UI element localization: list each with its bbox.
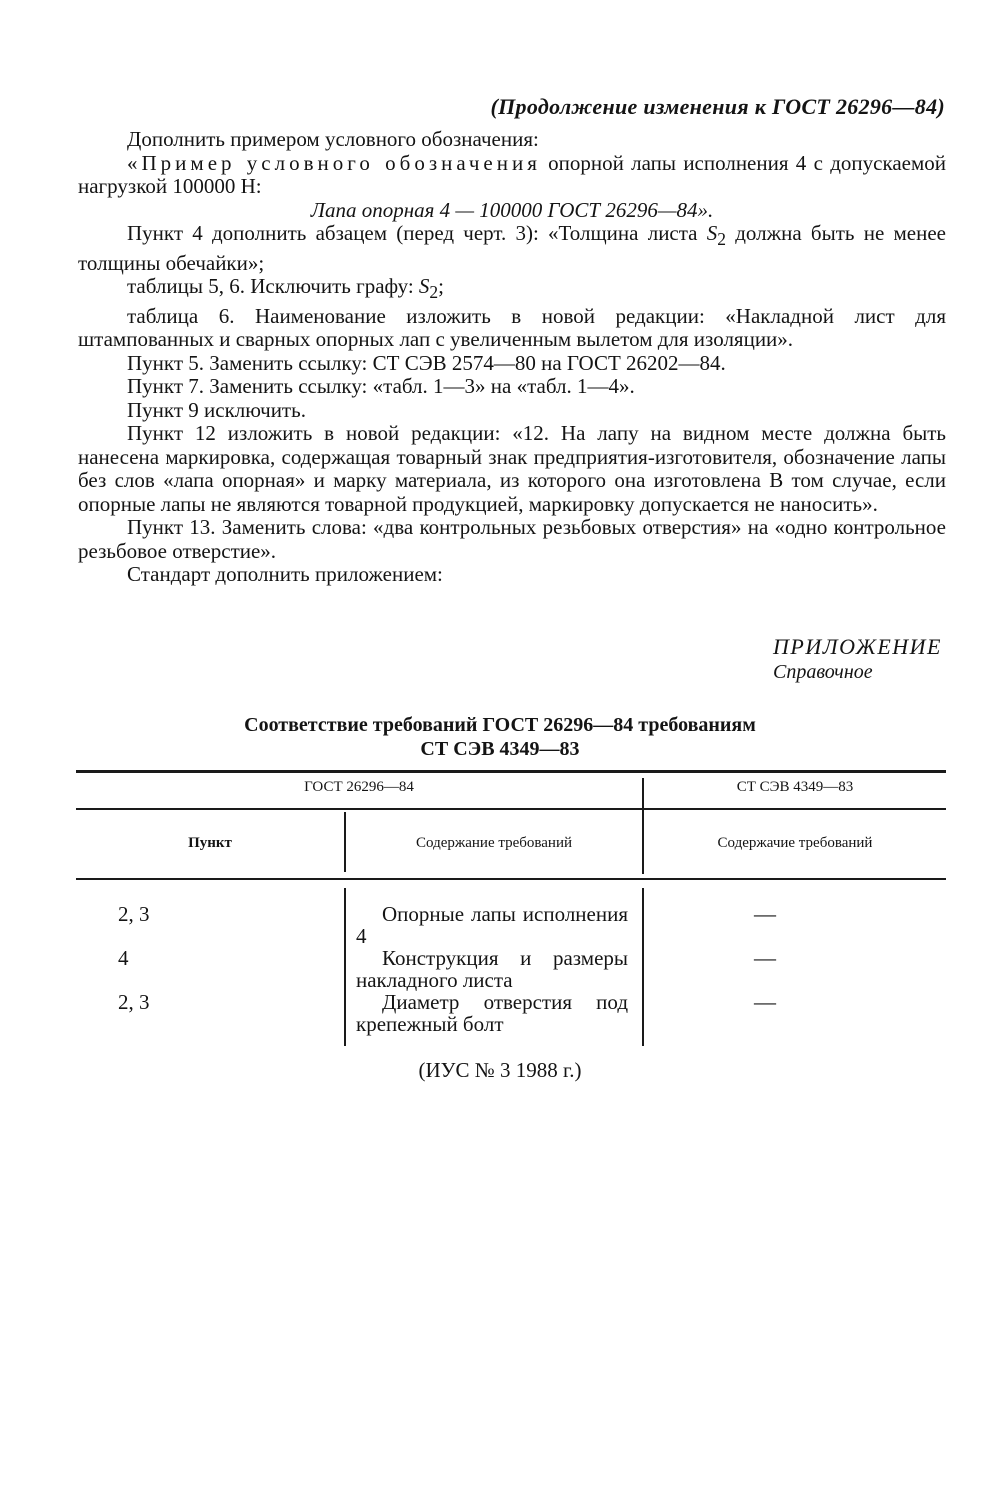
row-other: — [754,945,776,970]
paragraph-text: Пункт 4 дополнить абзацем (перед черт. 3): «Толщина листа [127,221,707,245]
header-point: Пункт [188,835,232,851]
subscript: 2 [717,229,726,250]
row-point: 2, 3 [118,902,150,926]
paragraph [78,222,946,275]
paragraph-text: опорной лапы исполнения 4 с допускаемой нагрузкой 100000 Н: [78,150,946,198]
paragraph [78,152,946,199]
continuation-header: (Продолжение изменения к ГОСТ 26296—84) [490,94,945,119]
paragraph: Пункт 12 изложить в новой редакции: «12. На лапу на видном месте должна быть нанесена маркировка, содержащая товарный знак предприятия-изготовителя, обозначение лапы без слов «лапа опорная» и марку материала, из которого она изготовлена В том случае, если опорные лапы не являются товарной продукцией, маркировку допускается не наносить». [78,421,946,516]
paragraph-text: таблицы 5, 6. Исключить графу: [127,274,419,299]
table-title-line: Соответствие требований ГОСТ 26296—84 требованиям [244,714,756,736]
designation-example: Лапа опорная 4 — 100000 ГОСТ 26296—84». [310,197,714,222]
appendix-subtitle: Справочное [773,661,873,683]
paragraph: Пункт 5. Заменить ссылку: СТ СЭВ 2574—80 на ГОСТ 26202—84. [127,350,726,375]
row-point: 4 [118,946,129,970]
paragraph: Пункт 7. Заменить ссылку: «табл. 1—3» на «табл. 1—4». [127,374,635,399]
appendix-label [773,634,942,684]
paragraph-text: должна быть не менее толщины обечайки»; [78,221,946,275]
footer-reference: (ИУС № 3 1988 г.) [418,1058,582,1082]
column-divider-body-main [642,888,644,1046]
paragraph-text: ; [438,274,445,299]
header-st-sev: СТ СЭВ 4349—83 [736,779,854,795]
paragraph: Стандарт дополнить приложением: [127,562,443,587]
paragraph: Пункт 9 исключить. [127,397,306,422]
correspondence-table [76,770,946,1050]
row-point: 2, 3 [118,990,150,1014]
paragraph: Пункт 13. Заменить слова: «два контрольных резьбовых отверстия» на «одно контрольное резьбовое отверстие». [78,515,946,563]
table-title [0,713,1000,761]
paragraph: таблица 6. Наименование изложить в новой редакции: «Накладной лист для штампованных и сварных опорных лап с увеличенным вылетом для изоляции». [78,303,946,352]
row-content: Опорные лапы исполнения 4 [356,902,628,948]
variable-s: S [418,274,430,299]
spaced-text: «Пример условного обозначения [127,150,541,175]
paragraph [78,275,946,305]
amendment-text [78,128,946,587]
group-rule-right [642,808,946,810]
column-divider-body [344,888,346,1046]
paragraph: Дополнить примером условного обозначения: [127,127,539,151]
row-other: — [754,989,776,1014]
variable-s: S [706,221,718,245]
subscript: 2 [429,282,439,303]
header-content-right: Содержачие требований [717,835,873,851]
row-content: Конструкция и размеры накладного листа [356,946,628,992]
header-content-left: Содержание требований [416,835,572,851]
appendix-title: ПРИЛОЖЕНИЕ [773,634,942,659]
row-content: Диаметр отверстия под крепежный болт [356,990,628,1036]
table-title-line: СТ СЭВ 4349—83 [420,738,580,760]
table-top-rule [76,770,946,773]
header-gost: ГОСТ 26296—84 [304,779,414,795]
row-other: — [754,901,776,926]
header-bottom-rule [76,878,946,880]
group-rule-left [76,808,646,810]
